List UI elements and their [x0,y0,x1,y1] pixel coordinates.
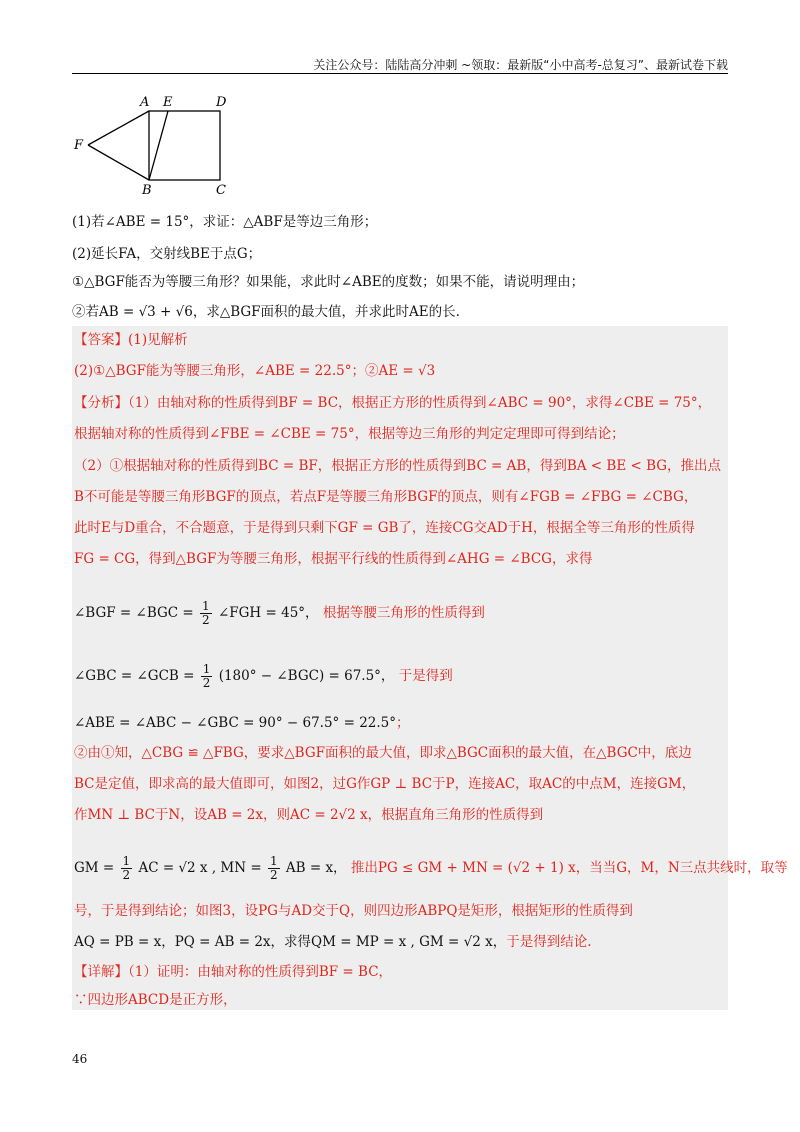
problem-part-2-1: ①△BGF能否为等腰三角形？如果能，求此时∠ABE的度数；如果不能，请说明理由； [72,274,585,290]
eq-gm: GM = [74,860,115,876]
eq-bgf: ∠BGF = ∠BGC = [74,605,194,621]
analysis-line-3: （2）①根据轴对称的性质得到BC = BF，根据正方形的性质得到BC = AB，得到BA < BE < BG，推出点 [74,458,722,474]
label-a: A [140,95,150,110]
geometry-figure [70,90,240,200]
eq-bgc: (180° − ∠BGC) = 67.5°， [218,668,395,684]
analysis-line-11: BC是定值，即求高的最大值即可，如图2，过G作GP ⊥ BC于P，连接AC，取AC的中点M，连接GM， [74,776,696,792]
segment-be [149,111,168,180]
fraction-half: $\frac{1}{2}$ [269,854,278,882]
eq-ab: AB = x， [285,860,347,876]
analysis-text: 推出PG ≤ GM + MN = (√2 + 1) x，当当G，M，N三点共线时，取等 [350,860,788,876]
analysis-line-7 [74,600,485,627]
fraction-half: $\frac{1}{2}$ [202,662,211,690]
label-d: D [216,95,227,110]
analysis-line-5: 此时E与D重合，不合题意，于是得到只剩下GF = GB了，连接CG交AD于H，根据全等三角形的性质得 [74,520,695,536]
analysis-line-4: B不可能是等腰三角形BGF的顶点，若点F是等腰三角形BGF的顶点，则有∠FGB = ∠FBG = ∠CBG， [74,489,698,505]
analysis-text: 根据等腰三角形的性质得到 [322,605,485,621]
fraction-half: $\frac{1}{2}$ [202,599,210,627]
label-f: F [74,138,84,153]
segment-fa [88,111,149,145]
answer-line-1: 【答案】(1)见解析 [74,332,188,348]
problem-part-1: (1)若∠ABE = 15°，求证：△ABF是等边三角形； [72,214,378,230]
label-b: B [142,183,152,198]
page-header: 关注公众号：陆陆高分冲刺 ~领取：最新版“小中高考-总复习”、最新试卷下载 [313,58,728,72]
eq-ac: AC = √2 x , MN = [138,860,262,876]
problem-part-2-2: ②若AB = √3 + √6，求△BGF面积的最大值，并求此时AE的长. [72,304,460,320]
analysis-line-14: 号，于是得到结论；如图3，设PG与AD交于Q，则四边形ABPQ是矩形，根据矩形的性质得到 [74,903,633,919]
problem-part-2: (2)延长FA，交射线BE于点G； [72,246,262,262]
analysis-line-15: AQ = PB = x，PQ = AB = 2x，求得QM = MP = x , GM = √2 x，于是得到结论. [74,934,592,950]
analysis-line-8 [74,663,453,690]
label-e: E [163,95,173,110]
analysis-line-10: ②由①知，△CBG ≌ △FBG，要求△BGF面积的最大值，即求△BGC面积的最大值，在△BGC中，底边 [74,745,692,761]
analysis-line-9: ∠ABE = ∠ABC − ∠GBC = 90° − 67.5° = 22.5°； [74,715,410,731]
square-abcd [149,111,220,180]
segment-fb [88,145,149,180]
fraction-half: $\frac{1}{2}$ [122,854,131,882]
analysis-line-1: 【分析】（1）由轴对称的性质得到BF = BC，根据正方形的性质得到∠ABC = 90°，求得∠CBE = 75°， [74,395,712,411]
label-c: C [216,183,226,198]
analysis-line-2: 根据轴对称的性质得到∠FBE = ∠CBE = 75°，根据等边三角形的判定定理即可得到结论； [74,426,625,442]
answer-line-2: (2)①△BGF能为等腰三角形，∠ABE = 22.5°；②AE = √3 [74,363,436,379]
analysis-text: 于是得到 [398,668,453,684]
eq-abe: ∠ABE = ∠ABC − ∠GBC = 90° − 67.5° = 22.5° [74,715,397,731]
detail-line-2: ∵四边形ABCD是正方形， [74,992,237,1008]
analysis-line-13 [74,855,788,882]
eq-aq: AQ = PB = x，PQ = AB = 2x，求得QM = MP = x , GM = √2 x， [74,934,507,950]
eq-gbc: ∠GBC = ∠GCB = [74,668,195,684]
analysis-line-12: 作MN ⊥ BC于N，设AB = 2x，则AC = 2√2 x，根据直角三角形的性质得到 [74,807,544,823]
page-number: 46 [72,1052,88,1066]
detail-line-1: 【详解】（1）证明：由轴对称的性质得到BF = BC， [74,964,393,980]
header-rule [72,73,728,74]
eq-fgh: ∠FGH = 45°， [217,605,319,621]
analysis-line-6: FG = CG，得到△BGF为等腰三角形，根据平行线的性质得到∠AHG = ∠BCG，求得 [74,551,593,567]
